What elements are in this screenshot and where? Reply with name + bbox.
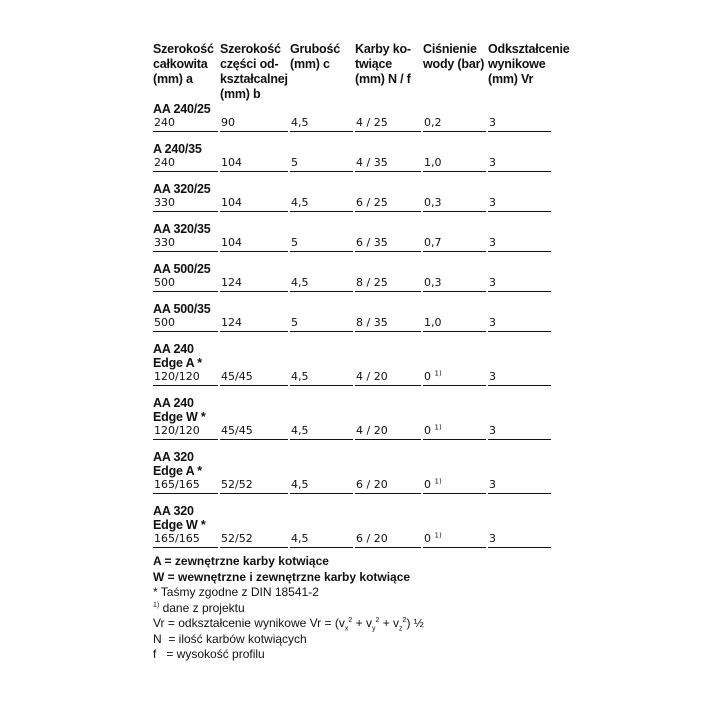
footnote-ref: 1) (434, 477, 442, 486)
cell-value: 0,3 (424, 276, 442, 289)
table-row (153, 116, 563, 132)
product-group (153, 222, 563, 252)
cell-value: 8 / 25 (356, 276, 388, 289)
cell-value: 0,3 (424, 196, 442, 209)
table-cell (153, 116, 218, 132)
product-name: AA 320/35 (153, 222, 211, 236)
table-cell (290, 236, 353, 252)
product-name: AA 320 Edge W * (153, 504, 206, 532)
vr-suffix: ) ½ (406, 616, 424, 630)
product-name: AA 500/25 (153, 262, 211, 276)
table-cell (423, 478, 486, 494)
cell-value: 4,5 (291, 424, 309, 437)
footnote-mark: 1) (153, 601, 160, 609)
table-cell (220, 116, 288, 132)
cell-value: 52/52 (221, 478, 253, 491)
table-cell (488, 316, 551, 332)
table-cell (290, 478, 353, 494)
table-cell (488, 116, 551, 132)
table-cell (355, 316, 421, 332)
product-name: AA 240 Edge W * (153, 396, 206, 424)
vr-x: x (344, 625, 349, 633)
cell-value: 3 (489, 532, 496, 545)
table-cell (290, 276, 353, 292)
cell-value: 0 (424, 424, 431, 437)
cell-value: 52/52 (221, 532, 253, 545)
vr-plus2: + v (379, 616, 400, 630)
product-group (153, 102, 563, 132)
cell-value: 4 / 25 (356, 116, 388, 129)
table-cell (153, 196, 218, 212)
header-deformable-width: Szerokość części od- kształcalnej (mm) b (220, 42, 288, 101)
legend (153, 554, 563, 663)
cell-value: 4,5 (291, 116, 309, 129)
cell-value: 4 / 20 (356, 370, 388, 383)
cell-value: 120/120 (154, 424, 200, 437)
table-cell (423, 316, 486, 332)
product-group (153, 182, 563, 212)
footnote-text: dane z projektu (162, 600, 245, 615)
cell-value: 4,5 (291, 276, 309, 289)
cell-value: 6 / 25 (356, 196, 388, 209)
table-cell (355, 236, 421, 252)
table-cell (423, 424, 486, 440)
table-header (153, 42, 570, 102)
table-cell (355, 532, 421, 548)
cell-value: 120/120 (154, 370, 200, 383)
table-cell (153, 236, 218, 252)
legend-vr (153, 616, 563, 632)
cell-value: 4 / 20 (356, 424, 388, 437)
cell-value: 45/45 (221, 424, 253, 437)
table-cell (488, 370, 551, 386)
product-group (153, 396, 563, 440)
table-cell (355, 116, 421, 132)
product-group (153, 504, 563, 548)
table-cell (153, 276, 218, 292)
table-cell (488, 276, 551, 292)
cell-value: 0,7 (424, 236, 442, 249)
legend-footnote (153, 601, 563, 617)
product-name: A 240/35 (153, 142, 202, 156)
header-resulting-deformation: Odkształcenie wynikowe (mm) Vr (488, 42, 570, 86)
cell-value: 6 / 20 (356, 478, 388, 491)
cell-value: 6 / 20 (356, 532, 388, 545)
table-row (153, 236, 563, 252)
cell-value: 104 (221, 236, 242, 249)
vr-y: y (371, 625, 376, 633)
cell-value: 3 (489, 276, 496, 289)
cell-value: 5 (291, 316, 298, 329)
legend-n: N = ilość karbów kotwiących (153, 631, 307, 646)
cell-value: 4,5 (291, 532, 309, 545)
table-cell (220, 424, 288, 440)
cell-value: 104 (221, 196, 242, 209)
cell-value: 0,2 (424, 116, 442, 129)
table-cell (423, 116, 486, 132)
table-cell (355, 276, 421, 292)
cell-value: 240 (154, 116, 175, 129)
table-cell (355, 196, 421, 212)
cell-value: 0 (424, 532, 431, 545)
cell-value: 90 (221, 116, 235, 129)
table-row (153, 370, 563, 386)
table-cell (153, 316, 218, 332)
cell-value: 3 (489, 316, 496, 329)
table-cell (290, 370, 353, 386)
table-cell (355, 156, 421, 172)
table-cell (220, 196, 288, 212)
cell-value: 330 (154, 236, 175, 249)
table-cell (423, 236, 486, 252)
cell-value: 240 (154, 156, 175, 169)
product-name: AA 320/25 (153, 182, 211, 196)
cell-value: 6 / 35 (356, 236, 388, 249)
cell-value: 3 (489, 370, 496, 383)
table-cell (488, 424, 551, 440)
cell-value: 4 / 35 (356, 156, 388, 169)
footnote-ref: 1) (434, 531, 442, 540)
product-group (153, 142, 563, 172)
table-cell (220, 156, 288, 172)
table-cell (220, 236, 288, 252)
header-water-pressure: Ciśnienie wody (bar) (423, 42, 485, 71)
spec-sheet (153, 42, 570, 663)
cell-value: 4,5 (291, 196, 309, 209)
vr-z: z (399, 625, 403, 633)
product-name: AA 500/35 (153, 302, 211, 316)
table-cell (488, 478, 551, 494)
cell-value: 3 (489, 156, 496, 169)
cell-value: 3 (489, 196, 496, 209)
legend-din: * Taśmy zgodne z DIN 18541-2 (153, 585, 319, 599)
vr-sq3: 2 (402, 617, 407, 624)
table-cell (220, 532, 288, 548)
table-cell (220, 276, 288, 292)
table-row (153, 316, 563, 332)
table-cell (153, 532, 218, 548)
table-cell (423, 532, 486, 548)
table-row (153, 196, 563, 212)
legend-f: f = wysokość profilu (153, 647, 265, 661)
cell-value: 4,5 (291, 370, 309, 383)
table-cell (423, 156, 486, 172)
cell-value: 165/165 (154, 532, 200, 545)
table-cell (290, 116, 353, 132)
cell-value: 104 (221, 156, 242, 169)
table-cell (488, 236, 551, 252)
vr-sq2: 2 (375, 617, 380, 624)
vr-prefix: Vr = odkształcenie wynikowe Vr = (v (153, 616, 345, 630)
cell-value: 500 (154, 316, 175, 329)
cell-value: 8 / 35 (356, 316, 388, 329)
header-anchor-ribs: Karby ko- twiące (mm) N / f (355, 42, 411, 86)
table-cell (290, 532, 353, 548)
product-name: AA 320 Edge A * (153, 450, 202, 478)
cell-value: 330 (154, 196, 175, 209)
table-cell (153, 478, 218, 494)
cell-value: 165/165 (154, 478, 200, 491)
product-group (153, 262, 563, 292)
table-cell (220, 316, 288, 332)
legend-w: W = wewnętrzne i zewnętrzne karby kotwiące (153, 569, 411, 584)
cell-value: 3 (489, 424, 496, 437)
cell-value: 5 (291, 156, 298, 169)
table-cell (488, 532, 551, 548)
cell-value: 124 (221, 276, 242, 289)
table-cell (355, 370, 421, 386)
table-cell (355, 478, 421, 494)
table-row (153, 156, 563, 172)
table-row (153, 532, 563, 548)
table-row (153, 478, 563, 494)
cell-value: 0 (424, 478, 431, 491)
cell-value: 3 (489, 478, 496, 491)
product-group (153, 342, 563, 386)
product-group (153, 450, 563, 494)
cell-value: 4,5 (291, 478, 309, 491)
table-cell (423, 196, 486, 212)
cell-value: 500 (154, 276, 175, 289)
table-cell (488, 196, 551, 212)
table-row (153, 276, 563, 292)
table-cell (488, 156, 551, 172)
vr-plus1: + v (352, 616, 372, 630)
footnote-ref: 1) (434, 423, 442, 432)
cell-value: 5 (291, 236, 298, 249)
cell-value: 0 (424, 370, 431, 383)
table-cell (290, 316, 353, 332)
header-total-width: Szerokość całkowita (mm) a (153, 42, 214, 86)
product-name: AA 240/25 (153, 102, 211, 116)
table-cell (355, 424, 421, 440)
table-cell (153, 156, 218, 172)
header-thickness: Grubość (mm) c (290, 42, 340, 71)
table-cell (153, 370, 218, 386)
vr-sq1: 2 (348, 617, 353, 624)
table-cell (220, 478, 288, 494)
cell-value: 1,0 (424, 156, 442, 169)
table-cell (153, 424, 218, 440)
table-cell (290, 156, 353, 172)
table-cell (220, 370, 288, 386)
cell-value: 3 (489, 236, 496, 249)
table-cell (290, 196, 353, 212)
cell-value: 45/45 (221, 370, 253, 383)
legend-a: A = zewnętrzne karby kotwiące (153, 554, 329, 568)
table-row (153, 424, 563, 440)
product-group (153, 302, 563, 332)
table-body (153, 102, 563, 548)
table-cell (423, 370, 486, 386)
product-name: AA 240 Edge A * (153, 342, 202, 370)
footnote-ref: 1) (434, 369, 442, 378)
cell-value: 1,0 (424, 316, 442, 329)
table-cell (423, 276, 486, 292)
cell-value: 3 (489, 116, 496, 129)
cell-value: 124 (221, 316, 242, 329)
table-cell (290, 424, 353, 440)
